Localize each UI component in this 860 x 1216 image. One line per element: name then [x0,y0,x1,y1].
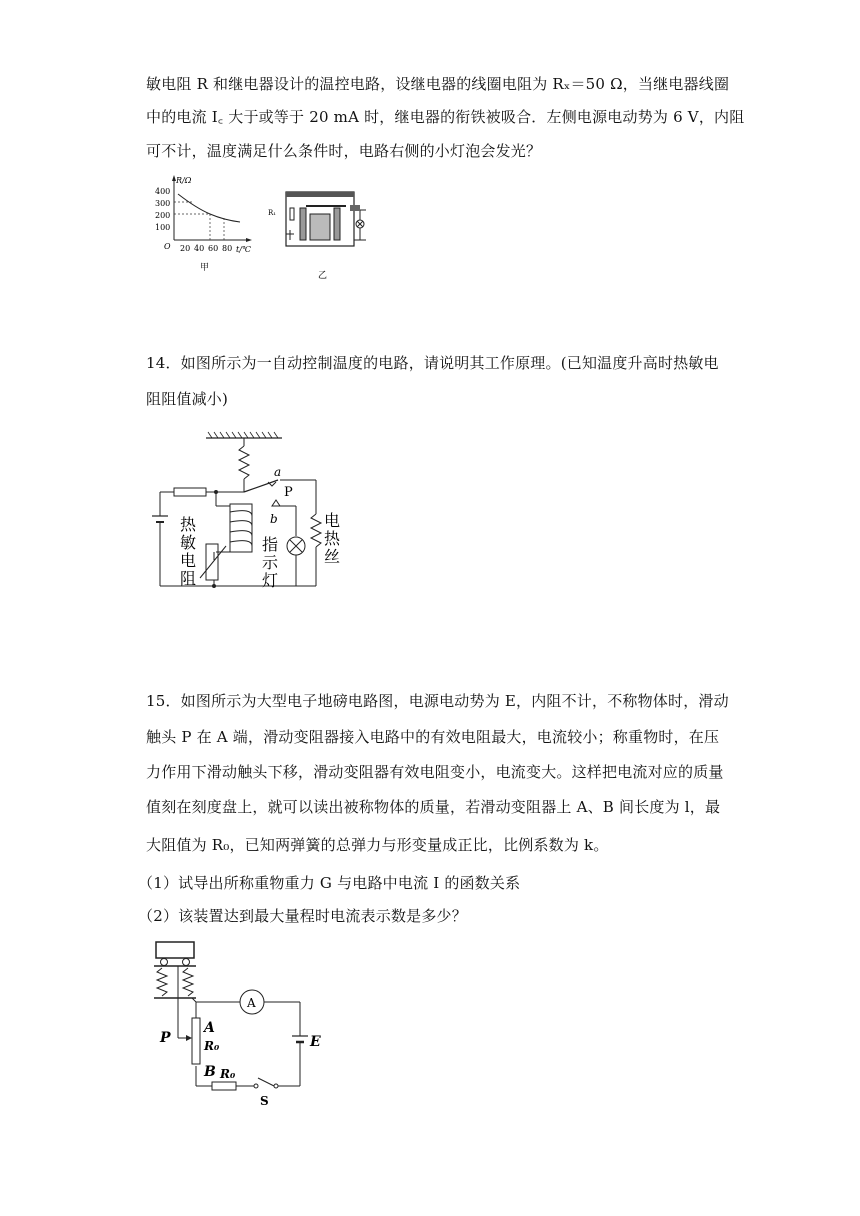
graph-caption: 甲 [200,263,210,273]
ammeter-label: A [247,996,256,1010]
switch-label: S [260,1094,269,1108]
point-b-label: B [204,1064,216,1080]
x-tick-60: 60 [208,244,219,253]
heater-label-1: 电 [324,511,341,530]
thermistor-label-3: 电 [180,551,197,570]
y-tick-200: 200 [155,211,171,220]
thermistor-label-2: 敏 [180,533,197,552]
lamp-label-3: 灯 [262,571,279,590]
slider-p-label: P [160,1030,171,1046]
lamp-label-1: 指 [262,535,279,554]
lamp-label-2: 示 [262,553,279,572]
y-axis-label: R/Ω [176,176,192,185]
thermistor-label-4: 阻 [180,569,197,588]
relay-caption: 乙 [318,271,328,281]
contact-b-label: b [270,512,278,526]
contact-a-label: a [274,465,282,479]
q14-line-2: 阻阻值减小) [146,390,229,408]
x-axis-label: t/℃ [236,245,251,254]
point-a-label: A [204,1020,215,1036]
x-tick-80: 80 [222,244,233,253]
q13-line-2: 中的电流 I꜀ 大于或等于 20 mA 时，继电器的衔铁被吸合．左侧电源电动势为 6 V，内阻 [146,108,745,126]
q14-temperature-control-circuit [150,430,360,600]
rheostat-label: R₀ [204,1039,220,1053]
q13-line-1: 敏电阻 R 和继电器设计的温控电路，设继电器的线圈电阻为 Rₓ＝50 Ω，当继电器线圈 [146,75,730,93]
heater-label-3: 丝 [324,547,341,566]
y-tick-300: 300 [155,199,171,208]
y-tick-400: 400 [155,187,171,196]
origin-label: O [164,242,171,251]
heater-label-2: 热 [324,529,341,548]
q13-relay-circuit [266,190,378,282]
resistor-label: R₀ [220,1067,236,1081]
q15-line-4: 值刻在刻度盘上，就可以读出被称物体的质量，若滑动变阻器上 A、B 间长度为 l，最 [146,798,721,816]
x-tick-40: 40 [194,244,205,253]
q14-line-1: 14．如图所示为一自动控制温度的电路，请说明其工作原理。(已知温度升高时热敏电 [146,354,719,372]
q15-subq-2: （2）该装置达到最大量程时电流表示数是多少？ [138,907,467,925]
thermistor-label-1: 热 [180,515,197,534]
q15-line-2: 触头 P 在 A 端，滑动变阻器接入电路中的有效电阻最大，电流较小；称重物时，在压 [146,728,720,746]
x-tick-20: 20 [180,244,191,253]
source-e-label: E [310,1034,321,1050]
q15-line-3: 力作用下滑动触头下移，滑动变阻器有效电阻变小，电流变大。这样把电流对应的质量 [146,763,724,781]
q15-line-1: 15．如图所示为大型电子地磅电路图，电源电动势为 E，内阻不计，不称物体时，滑动 [146,692,729,710]
q15-line-5: 大阻值为 R₀，已知两弹簧的总弹力与形变量成正比，比例系数为 k。 [146,836,609,854]
q15-weighbridge-circuit [150,940,340,1110]
contact-p-label: P [284,485,293,500]
r1-label: R₁ [268,209,277,217]
q13-graph-r-vs-t [148,172,260,282]
q13-line-3: 可不计，温度满足什么条件时，电路右侧的小灯泡会发光？ [146,142,542,160]
y-tick-100: 100 [155,223,171,232]
q15-subq-1: （1）试导出所称重物重力 G 与电路中电流 I 的函数关系 [138,874,521,892]
